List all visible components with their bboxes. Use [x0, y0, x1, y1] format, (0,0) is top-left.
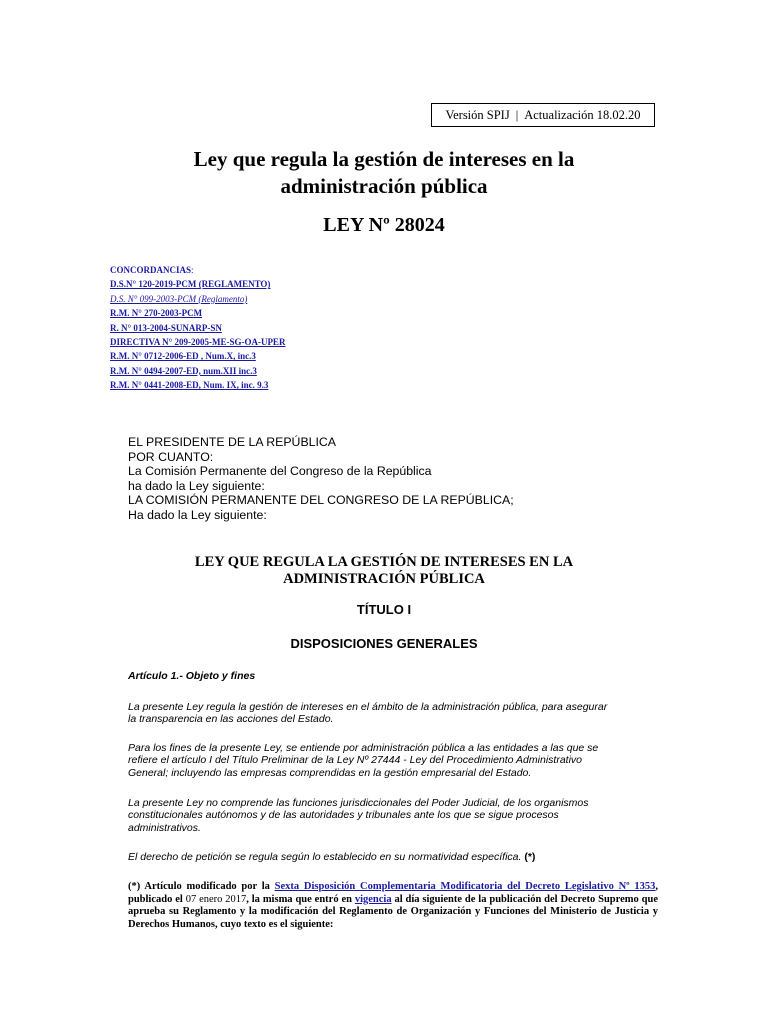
concordancia-link[interactable]: R.M. N° 0712-2006-ED , Num.X, inc.3	[110, 351, 256, 362]
modification-note	[128, 881, 658, 931]
article-paragraph	[128, 797, 658, 834]
concordancia-link[interactable]: R. N° 013-2004-SUNARP-SN	[110, 322, 222, 333]
note-date: 07 enero 2017	[185, 893, 247, 905]
concordancias-colon: :	[191, 265, 194, 275]
paragraph-line: La presente Ley regula la gestión de intereses en el ámbito de la administración pública, para asegurar	[128, 701, 608, 713]
document-title-line-2: administración pública	[280, 174, 488, 198]
paragraph-text: El derecho de petición se regula según lo establecido en su normatividad específica.	[128, 851, 522, 863]
preamble-line: LA COMISIÓN PERMANENTE DEL CONGRESO DE LA REPÚBLICA;	[128, 493, 514, 507]
section-title-line-1: LEY QUE REGULA LA GESTIÓN DE INTERESES EN LA	[194, 554, 574, 570]
title-heading: TÍTULO I	[356, 602, 412, 617]
document-title-line-1: Ley que regula la gestión de intereses en la	[193, 147, 575, 171]
concordancias-list	[110, 263, 285, 393]
section-title-line-2: ADMINISTRACIÓN PÚBLICA	[283, 571, 485, 587]
version-separator: |	[515, 107, 519, 122]
modification-mark: (*)	[524, 851, 536, 863]
preamble-line: ha dado la Ley siguiente:	[128, 478, 265, 493]
article-paragraph	[128, 851, 658, 863]
general-provisions-heading: DISPOSICIONES GENERALES	[290, 636, 478, 651]
update-date: Actualización 18.02.20	[524, 107, 641, 122]
concordancia-link[interactable]: R.M. N° 0441-2008-ED, Num. IX, inc. 9.3	[110, 380, 269, 391]
preamble-line: Ha dado la Ley siguiente:	[128, 507, 267, 522]
vigencia-link[interactable]: vigencia	[354, 893, 392, 905]
note-text: , la misma que entró en	[246, 893, 355, 905]
paragraph-line: refiere el artículo I del Título Preliminar de la Ley Nº 27444 - Ley del Procedimiento Administrativo	[128, 754, 582, 767]
concordancia-link[interactable]: DIRECTIVA N° 209-2005-ME-SG-OA-UPER	[110, 337, 286, 348]
decree-link[interactable]: Sexta Disposición Complementaria Modificatoria del Decreto Legislativo Nº 1353	[274, 881, 656, 892]
paragraph-line: La presente Ley no comprende las funciones jurisdiccionales del Poder Judicial, de los organismos	[128, 797, 589, 809]
preamble-line: EL PRESIDENTE DE LA REPÚBLICA	[128, 435, 336, 449]
concordancias-label: CONCORDANCIAS	[110, 265, 192, 275]
note-text: al día siguiente de la publicación del Decreto Supremo que aprueba su Reglamento y la modificación del Reglamento de Organización y Funciones del Ministerio de Justicia y Derechos Humanos, cuyo texto es el siguiente:	[128, 893, 658, 930]
preamble-line: La Comisión Permanente del Congreso de la República	[128, 464, 432, 478]
section-title	[120, 554, 648, 588]
concordancia-link[interactable]: R.M. N° 0494-2007-ED, num.XII inc.3	[110, 365, 257, 376]
note-text: , publicado el	[128, 881, 658, 905]
concordancia-link[interactable]: R.M. N° 270-2003-PCM	[110, 308, 203, 319]
concordancia-link[interactable]: D.S. N° 099-2003-PCM (Reglamento)	[110, 293, 248, 304]
preamble-line: POR CUANTO:	[128, 449, 214, 464]
paragraph-line: administrativos.	[128, 821, 201, 834]
paragraph-line: la transparencia en las acciones del Estado.	[128, 713, 334, 726]
article-paragraph	[128, 701, 658, 726]
version-label: Versión SPIJ	[445, 107, 510, 122]
version-box	[431, 103, 655, 127]
article-paragraph	[128, 742, 658, 779]
preamble	[128, 435, 514, 522]
article-heading: Artículo 1.- Objeto y fines	[128, 670, 256, 682]
document-title	[120, 146, 648, 200]
concordancia-link[interactable]: D.S.N° 120-2019-PCM (REGLAMENTO)	[110, 279, 271, 290]
note-prefix: (*) Artículo modificado por la	[128, 881, 275, 892]
paragraph-line: Para los fines de la presente Ley, se entiende por administración pública a las entidades a las que se	[128, 742, 599, 754]
law-number: LEY Nº 28024	[323, 214, 445, 236]
paragraph-line: constitucionales autónomos y de las autoridades y tribunales ante los que se sigue procesos	[128, 809, 559, 822]
paragraph-line: General; incluyendo las empresas comprendidas en la gestión empresarial del Estado.	[128, 766, 532, 779]
